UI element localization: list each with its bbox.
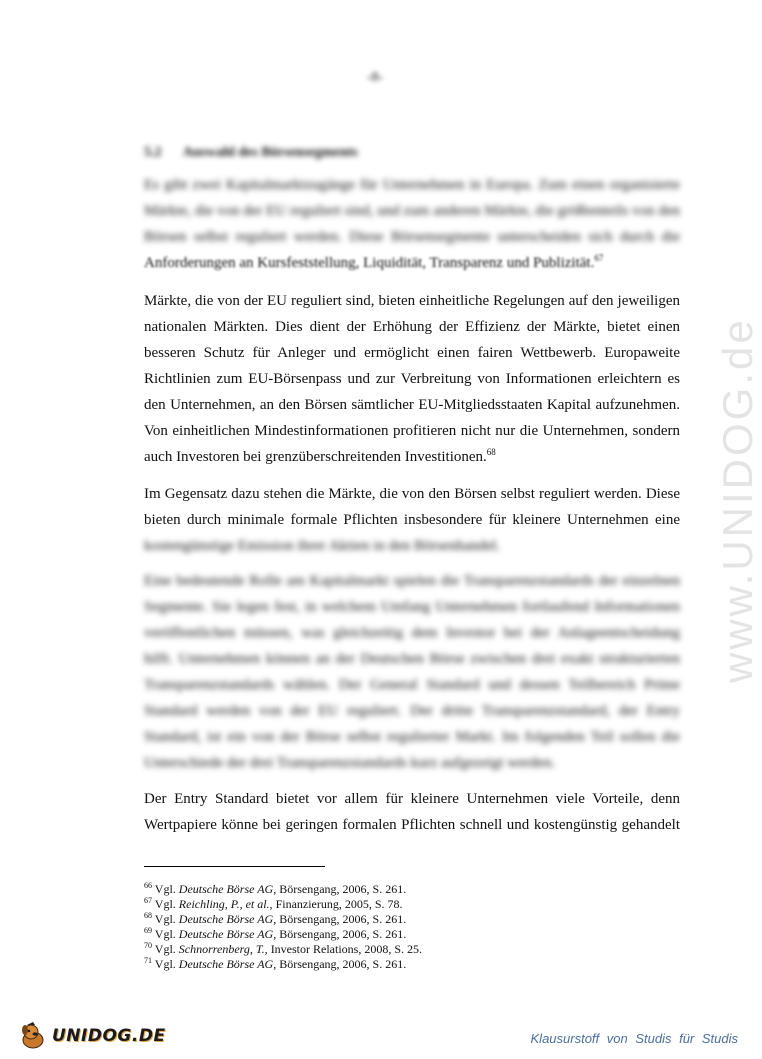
dog-mascot-icon: [18, 1021, 48, 1051]
footnote-author: Schnorrenberg, T.,: [178, 942, 268, 956]
section-heading: [144, 145, 358, 161]
footnote-divider: [144, 866, 325, 867]
paragraph-text: auch Investoren bei grenzüberschreitenden Investitionen.: [144, 449, 487, 465]
paragraph-line: Eine bedeutende Rolle am Kapitalmarkt spielen die Transparenzstandards der einzelnen: [144, 573, 680, 589]
footnote: [144, 927, 422, 942]
footnote-number: 70: [144, 941, 152, 950]
footnote-source: Börsengang, 2006, S. 261.: [276, 927, 407, 941]
paragraph-line: nationalen Märkten. Dies dient der Erhöhung der Effizienz der Märkte, bietet einen: [144, 319, 680, 335]
footnote-author: Deutsche Börse AG,: [178, 912, 277, 926]
footnote-author: Deutsche Börse AG,: [178, 927, 277, 941]
footnote-number: 67: [144, 896, 152, 905]
footnote: [144, 957, 422, 972]
footnote-author: Deutsche Börse AG,: [178, 957, 277, 971]
section-title: Auswahl des Börsensegments: [182, 145, 358, 160]
watermark-text: www.UNIDOG.de: [714, 317, 761, 683]
paragraph-line: Wertpapiere könne bei geringen formalen Pflichten schnell und kostengünstig gehandelt: [144, 817, 680, 833]
paragraph-4: [144, 568, 680, 776]
paragraph-text: Anforderungen an Kursfeststellung, Liquidität, Transparenz und Publizität.: [144, 255, 595, 271]
paragraph-line: Im Gegensatz dazu stehen die Märkte, die von den Börsen selbst reguliert werden. Diese: [144, 486, 680, 502]
footnote-prefix: Vgl.: [154, 882, 179, 896]
paragraph-line: [144, 250, 680, 276]
paragraph-line: Märkte, die von der EU reguliert sind, und zum anderen Märkte, die größtenteils von den: [144, 203, 680, 219]
footer-tagline: Klausurstoff von Studis für Studis: [530, 1031, 738, 1046]
paragraph-line: besseren Schutz für Anleger und ermöglicht einen fairen Wettbewerb. Europaweite: [144, 345, 680, 361]
unidog-logo[interactable]: [18, 1018, 166, 1054]
footnote-prefix: Vgl.: [154, 912, 179, 926]
paragraph-line: Es gibt zwei Kapitalmarktzugänge für Unternehmen in Europa. Zum einen organisierte: [144, 177, 680, 193]
footnote-list: [144, 882, 422, 972]
paragraph-line: Börsen selbst reguliert werden. Diese Börsensegmente unterscheiden sich durch die: [144, 229, 680, 245]
footnote-prefix: Vgl.: [154, 897, 179, 911]
footnote: [144, 897, 422, 912]
footnote-number: 69: [144, 926, 152, 935]
page-number: -8-: [366, 70, 384, 85]
footnote-author: Deutsche Börse AG,: [178, 882, 277, 896]
paragraph-line: Der Entry Standard bietet vor allem für kleinere Unternehmen viele Vorteile, denn: [144, 791, 680, 807]
paragraph-line: Richtlinien zum EU-Börsenpass und zur Verbreitung von Informationen erleichtern es: [144, 371, 680, 387]
footnote-source: Börsengang, 2006, S. 261.: [276, 912, 407, 926]
footnote: [144, 882, 422, 897]
paragraph-line: Märkte, die von der EU reguliert sind, bieten einheitliche Regelungen auf den jeweiligen: [144, 293, 680, 309]
logo-wordmark: UNIDOG.DE: [52, 1026, 166, 1046]
footnote-source: Finanzierung, 2005, S. 78.: [272, 897, 403, 911]
footnote-number: 68: [144, 911, 152, 920]
paragraph-1: [144, 172, 680, 276]
paragraph-line: veröffentlichen müssen, was gleichzeitig dem Investor bei der Anlageentscheidung: [144, 625, 680, 641]
paragraph-line: Transparenzstandards wählen. Der General Standard und dessen Teilbereich Prime: [144, 677, 680, 693]
paragraph-line: Standard, ist ein von der Börse selbst regulierter Markt. Im folgenden Teil sollen die: [144, 729, 680, 745]
footnote-ref: 67: [594, 253, 604, 263]
footnote-prefix: Vgl.: [154, 957, 179, 971]
paragraph-2: [144, 288, 680, 470]
section-number: 5.2: [144, 145, 162, 160]
footnote-source: Börsengang, 2006, S. 261.: [276, 882, 407, 896]
paragraph-line: hilft. Unternehmen können an der Deutschen Börse zwischen drei exakt strukturierten: [144, 651, 680, 667]
paragraph-line: bieten durch minimale formale Pflichten insbesondere für kleinere Unternehmen eine: [144, 512, 680, 528]
footnote: [144, 912, 422, 927]
footnote-number: 71: [144, 956, 152, 965]
paragraph-line: Segmente. Sie legen fest, in welchem Umfang Unternehmen fortlaufend Informationen: [144, 599, 680, 615]
footnote: [144, 942, 422, 957]
footnote-source: Börsengang, 2006, S. 261.: [276, 957, 407, 971]
paragraph-line: Unterschiede der drei Transparenzstandards kurz aufgezeigt werden.: [144, 755, 556, 771]
footnote-source: Investor Relations, 2008, S. 25.: [267, 942, 423, 956]
footnote-prefix: Vgl.: [154, 927, 179, 941]
footnote-prefix: Vgl.: [154, 942, 179, 956]
paragraph-line: [144, 444, 680, 470]
paragraph-5: [144, 786, 680, 838]
paragraph-3: [144, 481, 680, 559]
paragraph-line: den Unternehmen, an den Börsen sämtlicher EU-Mitgliedsstaaten Kapital aufzunehmen.: [144, 397, 680, 413]
footnote-number: 66: [144, 881, 152, 890]
footnote-author: Reichling, P., et al.,: [178, 897, 273, 911]
footnote-ref: 68: [486, 447, 496, 457]
paragraph-line: Von einheitlichen Mindestinformationen profitieren nicht nur die Unternehmen, sondern: [144, 423, 680, 439]
paragraph-line: kostengünstige Emission ihrer Aktien in den Börsenhandel.: [144, 538, 501, 554]
paragraph-line: Standard werden von der EU reguliert. Der dritte Transparenzstandard, der Entry: [144, 703, 680, 719]
